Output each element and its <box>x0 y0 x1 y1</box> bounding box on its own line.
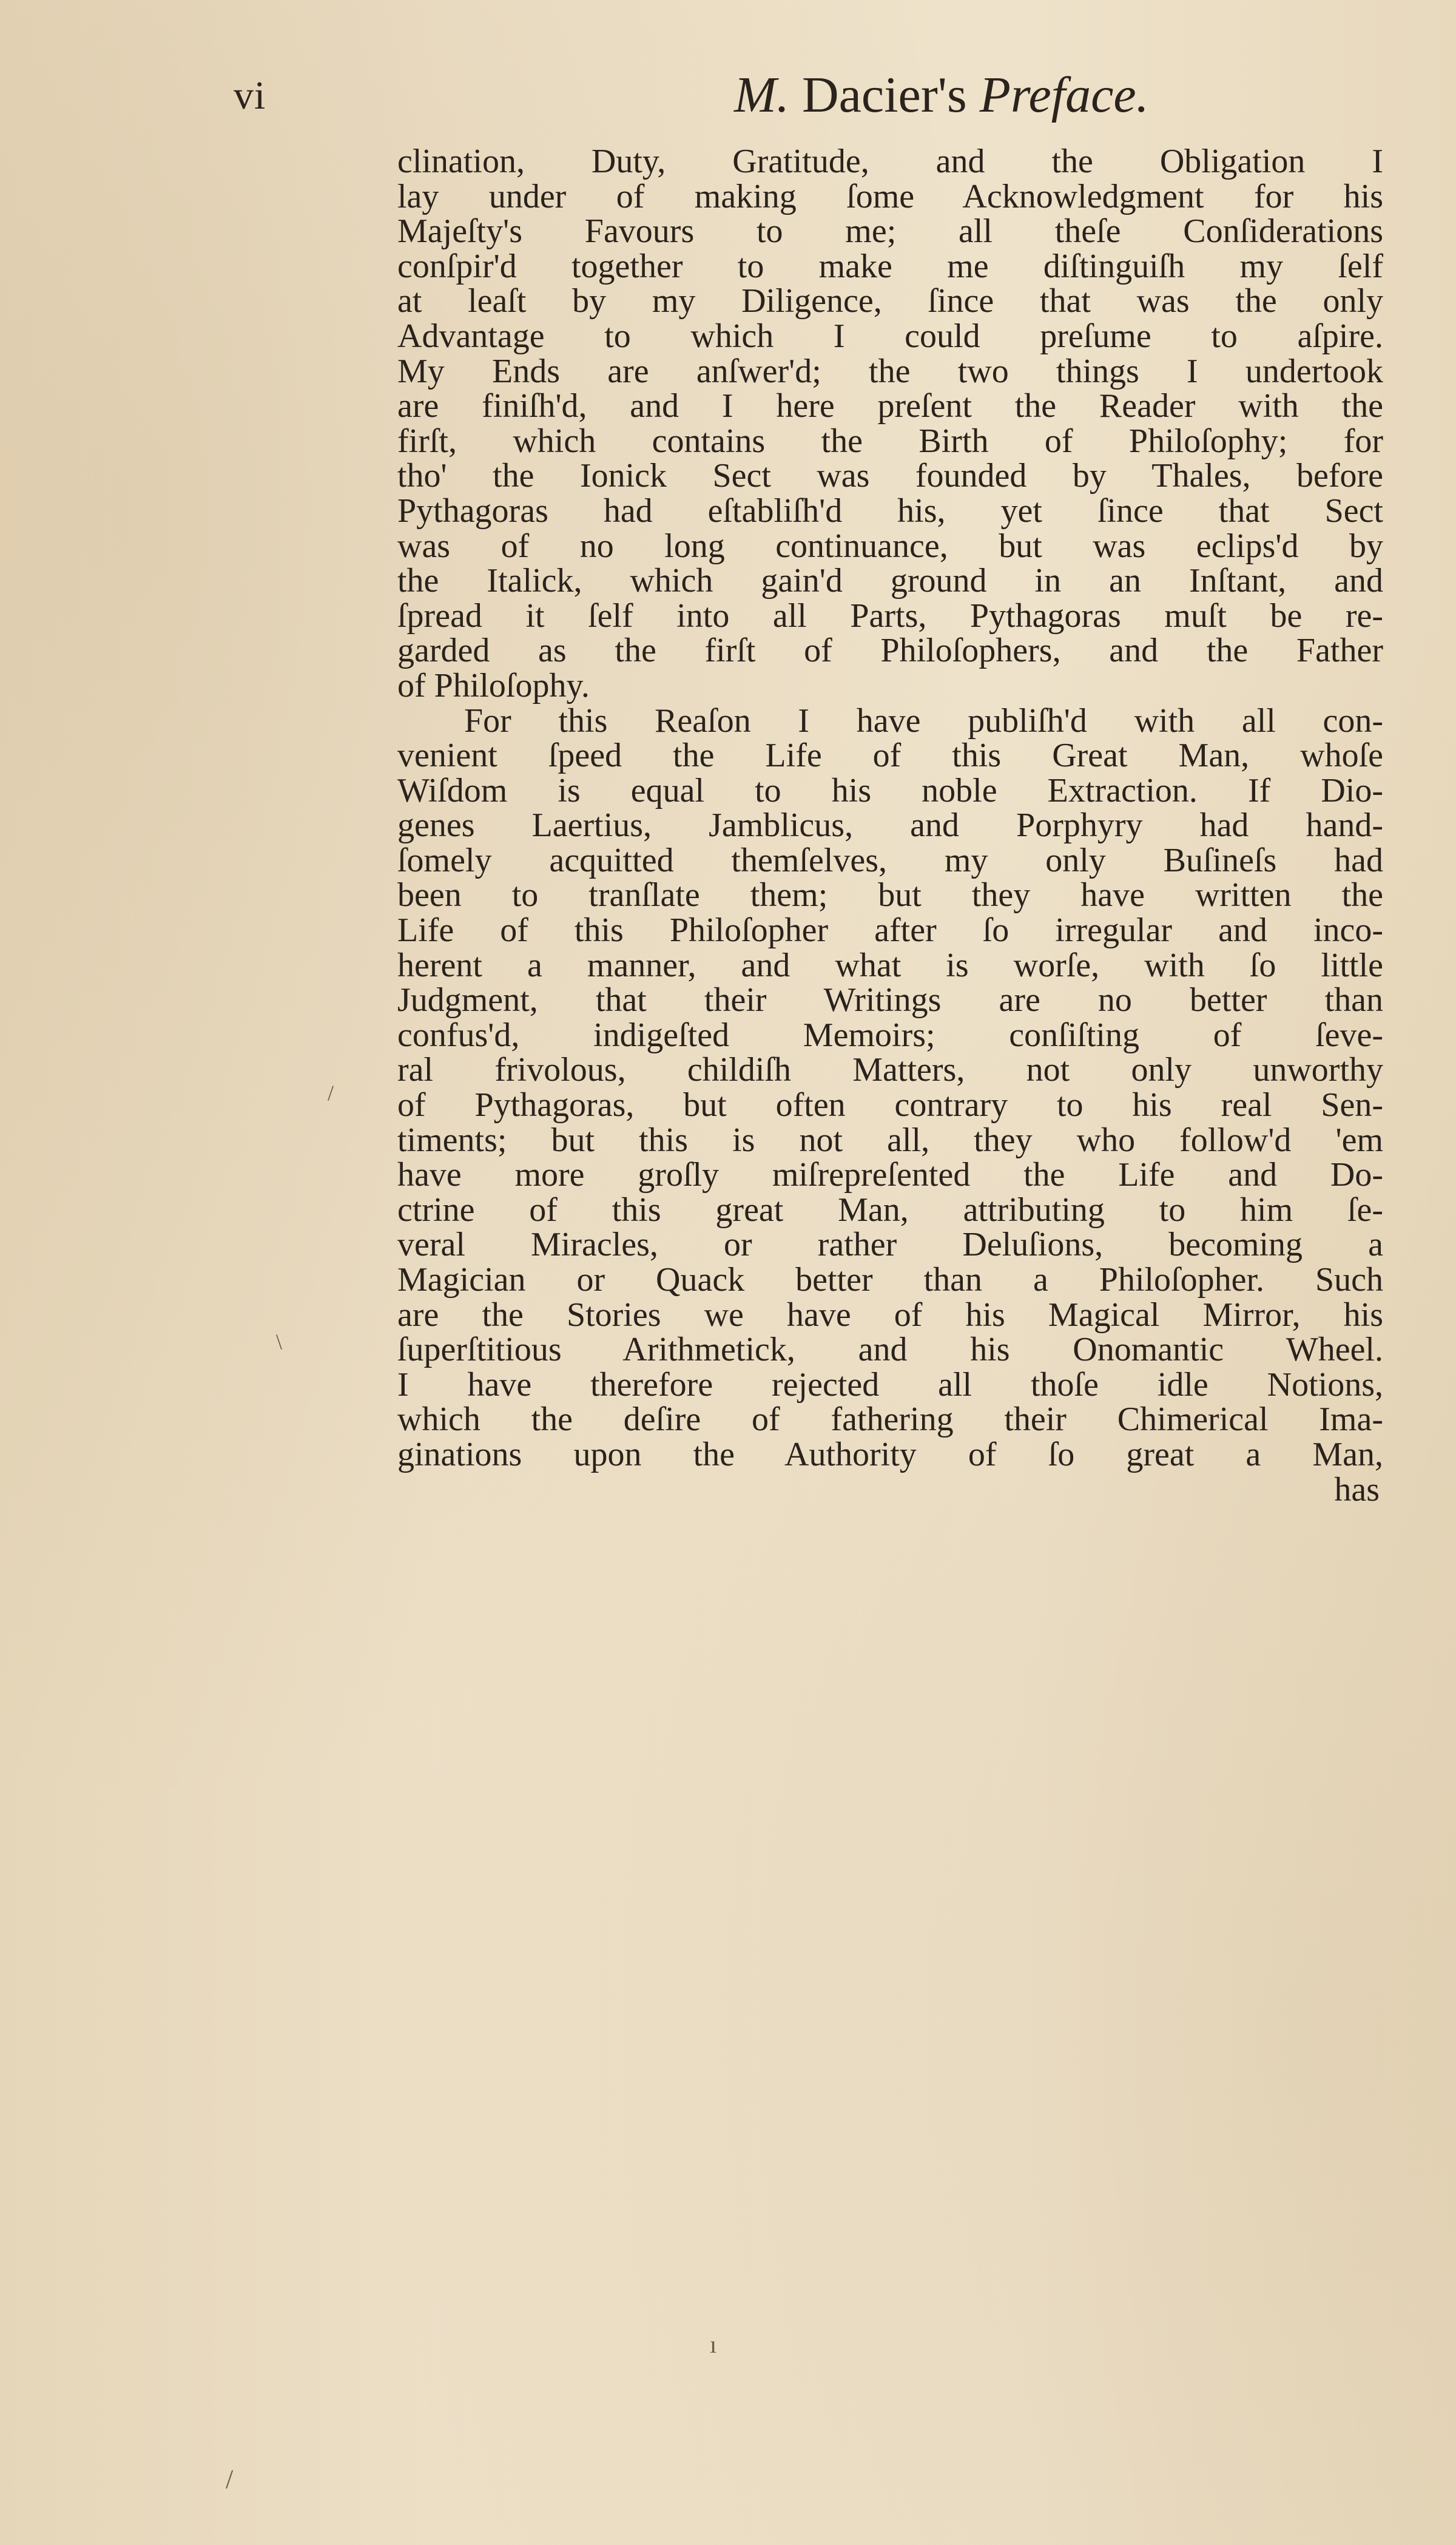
text-line: clination, Duty, Gratitude, and the Obligation I <box>397 143 1383 180</box>
running-title-suffix: Preface. <box>979 67 1149 123</box>
running-title <box>734 66 1149 124</box>
running-title-name: Dacier's <box>789 67 980 123</box>
text-line: herent a manner, and what is worſe, with ſo little <box>397 946 1383 984</box>
text-line: are finiſh'd, and I here preſent the Reader with the <box>397 387 1383 425</box>
page-number: vi <box>234 73 266 118</box>
text-line: garded as the firſt of Philoſophers, and the Father <box>397 632 1383 670</box>
text-line: Magician or Quack better than a Philoſopher. Such <box>397 1261 1383 1299</box>
text-line: lay under of making ſome Acknowledgment for his <box>397 177 1383 215</box>
text-line: which the deſire of fathering their Chimerical Ima- <box>397 1401 1383 1439</box>
text-line: tho' the Ionick Sect was founded by Thales, before <box>397 457 1383 495</box>
text-line: at leaſt by my Diligence, ſince that was the only <box>397 282 1383 320</box>
text-line: Judgment, that their Writings are no better than <box>397 981 1383 1019</box>
text-line: ginations upon the Authority of ſo great a Man, <box>397 1435 1383 1473</box>
text-line: Wiſdom is equal to his noble Extraction. If Dio- <box>397 771 1383 809</box>
text-line: venient ſpeed the Life of this Great Man, whoſe <box>397 737 1383 775</box>
text-line: Majeſty's Favours to me; all theſe Conſiderations <box>397 212 1383 251</box>
text-line: conſpir'd together to make me diſtinguiſh my ſelf <box>397 247 1383 285</box>
running-head <box>0 66 1456 132</box>
text-line: Life of this Philoſopher after ſo irregular and inco- <box>397 911 1383 950</box>
text-line: Advantage to which I could preſume to aſpire. <box>397 317 1383 355</box>
running-title-prefix: M. <box>734 67 789 123</box>
text-line: ſomely acquitted themſelves, my only Buſineſs had <box>397 841 1383 879</box>
paper-blemish-mark: / <box>328 1081 334 1105</box>
catchword: has <box>1334 1470 1380 1509</box>
text-line: have more groſly miſrepreſented the Life and Do- <box>397 1156 1383 1194</box>
text-line: been to tranſlate them; but they have written the <box>397 876 1383 914</box>
text-line: Pythagoras had eſtabliſh'd his, yet ſince that Sect <box>397 492 1383 530</box>
text-line: confus'd, indigeſted Memoirs; conſiſting of ſeve- <box>397 1016 1383 1054</box>
text-line: ſpread it ſelf into all Parts, Pythagoras muſt be re- <box>397 597 1383 635</box>
text-line: For this Reaſon I have publiſh'd with all con- <box>464 701 1383 740</box>
text-line: ſuperſtitious Arithmetick, and his Onomantic Wheel. <box>397 1331 1383 1369</box>
paper-blemish-mark: / <box>226 2464 234 2494</box>
paper-blemish-mark: ı <box>710 2331 717 2358</box>
text-line: of Philoſophy. <box>397 666 590 705</box>
paper-blemish-mark: \ <box>276 1330 283 1354</box>
text-line: the Italick, which gain'd ground in an Inſtant, and <box>397 562 1383 600</box>
text-line: I have therefore rejected all thoſe idle Notions, <box>397 1365 1383 1404</box>
text-line: of Pythagoras, but often contrary to his real Sen- <box>397 1086 1383 1124</box>
text-line: ral frivolous, childiſh Matters, not only unworthy <box>397 1051 1383 1089</box>
text-line: genes Laertius, Jamblicus, and Porphyry had hand- <box>397 806 1383 845</box>
text-line: are the Stories we have of his Magical Mirror, his <box>397 1296 1383 1334</box>
text-line: firſt, which contains the Birth of Philoſophy; for <box>397 422 1383 460</box>
body-text <box>397 144 1383 1507</box>
text-line: ctrine of this great Man, attributing to him ſe- <box>397 1191 1383 1229</box>
text-line: was of no long continuance, but was eclips'd by <box>397 527 1383 565</box>
text-line: My Ends are anſwer'd; the two things I undertook <box>397 352 1383 390</box>
text-line: timents; but this is not all, they who follow'd 'em <box>397 1121 1383 1159</box>
text-line: veral Miracles, or rather Deluſions, becoming a <box>397 1226 1383 1264</box>
